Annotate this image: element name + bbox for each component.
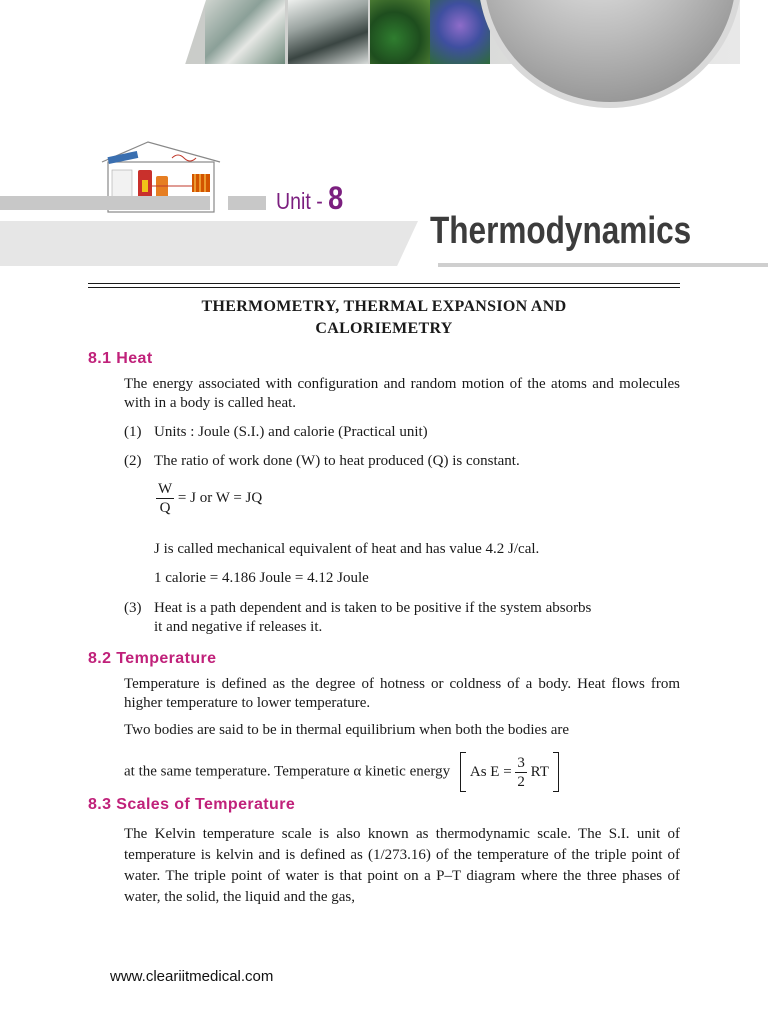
heat-item3-text: Heat is a path dependent and is taken to be positive if the system absorbs it and negative if releases it.: [154, 600, 592, 635]
title-underline: [438, 263, 768, 267]
kelvin-scale-paragraph: The Kelvin temperature scale is also known as thermodynamic scale. The S.I. unit of temperature is kelvin and is defined as (1/273.16) of the temperature of the triple point of water. The triple point of water is that point on a P–T diagram where the three phases of water, the solid, the liquid and the gas,: [124, 826, 680, 905]
heading-scales: 8.3 Scales of Temperature: [88, 796, 296, 813]
chapter-title: Thermodynamics: [430, 210, 692, 252]
heading-temperature: 8.2 Temperature: [88, 650, 217, 667]
microscope-image: [288, 0, 368, 64]
calorie-equation: 1 calorie = 4.186 Joule = 4.12 Joule: [154, 570, 369, 586]
thermal-equilibrium-line2: at the same temperature. Temperature α kinetic energy As E = $\frac{3}{2}$ RT: [124, 752, 559, 792]
plant-image: [370, 0, 430, 64]
w-over-q-fraction: $\frac{W}{Q}$: [158, 481, 173, 516]
heat-intro: The energy associated with configuration and random motion of the atoms and molecules with in a body is called heat.: [124, 376, 680, 411]
footer-website-link[interactable]: www.cleariitmedical.com: [110, 968, 274, 985]
thermal-equilibrium-line1: Two bodies are said to be in thermal equilibrium when both the bodies are: [124, 722, 570, 738]
three-halves-fraction: $\frac{3}{2}$: [517, 755, 525, 791]
work-heat-formula: $\frac{W}{Q}$ = J or W = JQ: [158, 481, 263, 516]
mechanical-equivalent-text: J is called mechanical equivalent of heat and has value 4.2 J/cal.: [154, 541, 540, 557]
dna-image: [205, 0, 285, 64]
unit-divider-left: [0, 196, 210, 210]
heading-heat: 8.1 Heat: [88, 350, 153, 367]
unit-divider-right: [228, 196, 266, 210]
flower-image: [430, 0, 490, 64]
decorative-disc: [484, 0, 736, 102]
heat-item1-text: Units : Joule (S.I.) and calorie (Practical unit): [154, 424, 428, 440]
heat-item2-text: The ratio of work done (W) to heat produced (Q) is constant.: [154, 453, 520, 469]
heat-item2-number: (2): [124, 453, 142, 469]
heat-item1-number: (1): [124, 424, 142, 440]
title-band: [0, 221, 418, 266]
top-rule: [88, 283, 680, 284]
unit-label: Unit - 8: [276, 180, 344, 216]
temperature-definition: Temperature is defined as the degree of hotness or coldness of a body. Heat flows from higher temperature to lower temperature.: [124, 676, 680, 711]
top-rule-double: [88, 287, 680, 288]
unit-number: 8: [328, 180, 344, 216]
kinetic-energy-bracket: As E = $\frac{3}{2}$ RT: [460, 752, 559, 792]
section-title: THERMOMETRY, THERMAL EXPANSION AND CALORIEMETRY: [201, 298, 567, 337]
heat-item3-number: (3): [124, 600, 142, 616]
